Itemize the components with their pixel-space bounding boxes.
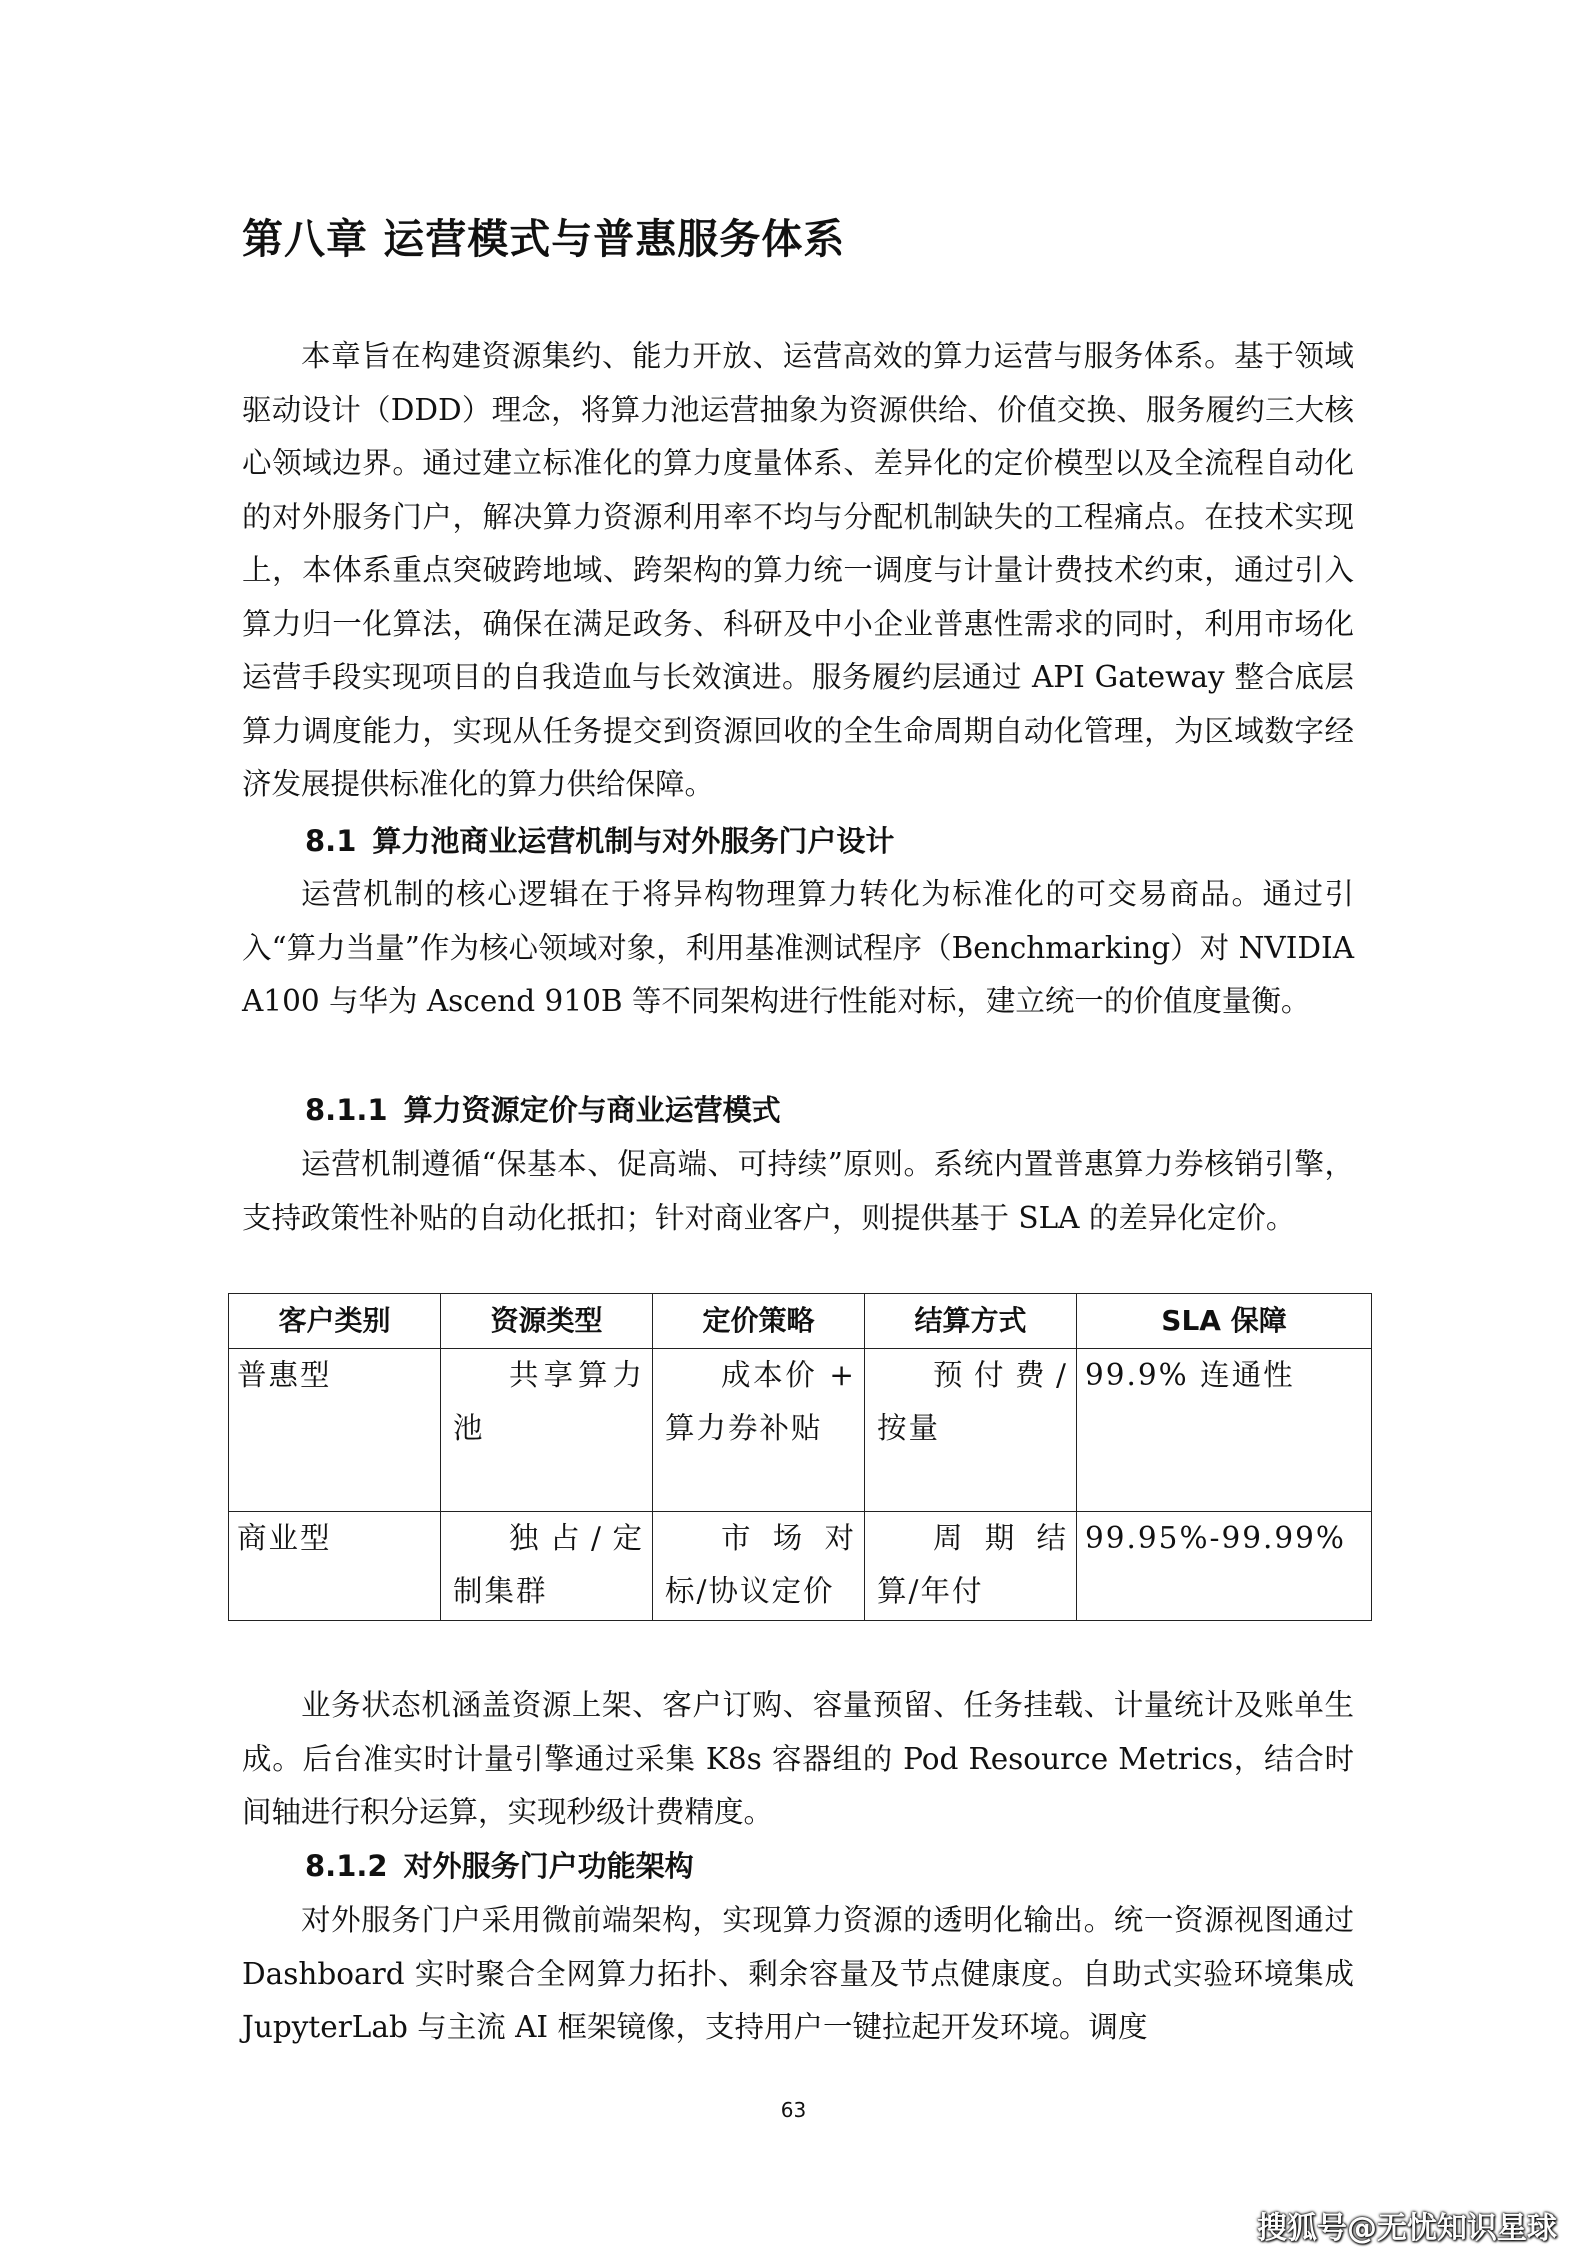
section-title: 算力资源定价与商业运营模式 bbox=[403, 1093, 781, 1127]
table-row bbox=[229, 1348, 1372, 1511]
table-header-row bbox=[229, 1294, 1372, 1349]
section-number: 8.1.1 bbox=[305, 1093, 388, 1127]
cell-text: 预付费/按量 bbox=[877, 1357, 1068, 1445]
table-row bbox=[229, 1511, 1372, 1620]
table-header-cell: 客户类别 bbox=[229, 1294, 441, 1349]
pricing-table bbox=[228, 1293, 1372, 1621]
cell-text: 独占/定制集群 bbox=[453, 1520, 644, 1608]
section-8-1-heading bbox=[305, 815, 894, 868]
table-cell bbox=[865, 1511, 1077, 1620]
table-cell bbox=[653, 1348, 865, 1511]
section-8-1-2-heading bbox=[305, 1840, 694, 1893]
table-cell bbox=[653, 1511, 865, 1620]
section-8-1-1-paragraph: 运营机制遵循“保基本、促高端、可持续”原则。系统内置普惠算力券核销引擎，支持政策性补贴的自动化抵扣；针对商业客户，则提供基于 SLA 的差异化定价。 bbox=[242, 1147, 1354, 1235]
table-header-cell: 定价策略 bbox=[653, 1294, 865, 1349]
section-title: 对外服务门户功能架构 bbox=[403, 1849, 694, 1883]
cell-text: 共享算力池 bbox=[453, 1357, 644, 1445]
table-header-cell: SLA 保障 bbox=[1077, 1294, 1372, 1349]
section-number: 8.1 bbox=[305, 824, 357, 858]
chapter-title: 第八章 运营模式与普惠服务体系 bbox=[242, 215, 846, 263]
table-cell: 商业型 bbox=[229, 1511, 441, 1620]
section-8-1-2-paragraph: 对外服务门户采用微前端架构，实现算力资源的透明化输出。统一资源视图通过 Dashboard 实时聚合全网算力拓扑、剩余容量及节点健康度。自助式实验环境集成 JupyterLab 与主流 AI 框架镜像，支持用户一键拉起开发环境。调度 bbox=[242, 1903, 1354, 2044]
section-8-1-1-heading bbox=[305, 1084, 781, 1137]
table-header-cell: 结算方式 bbox=[865, 1294, 1077, 1349]
table-cell: 99.95%-99.99% bbox=[1077, 1511, 1372, 1620]
table-cell bbox=[865, 1348, 1077, 1511]
table-cell bbox=[441, 1348, 653, 1511]
section-8-1-paragraph: 运营机制的核心逻辑在于将异构物理算力转化为标准化的可交易商品。通过引入“算力当量”作为核心领域对象，利用基准测试程序（Benchmarking）对 NVIDIA A100 与华为 Ascend 910B 等不同架构进行性能对标，建立统一的价值度量衡。 bbox=[242, 877, 1354, 1018]
intro-paragraph: 本章旨在构建资源集约、能力开放、运营高效的算力运营与服务体系。基于领域驱动设计（DDD）理念，将算力池运营抽象为资源供给、价值交换、服务履约三大核心领域边界。通过建立标准化的算力度量体系、差异化的定价模型以及全流程自动化的对外服务门户，解决算力资源利用率不均与分配机制缺失的工程痛点。在技术实现上，本体系重点突破跨地域、跨架构的算力统一调度与计量计费技术约束，通过引入算力归一化算法，确保在满足政务、科研及中小企业普惠性需求的同时，利用市场化运营手段实现项目的自我造血与长效演进。服务履约层通过 API Gateway 整合底层算力调度能力，实现从任务提交到资源回收的全生命周期自动化管理，为区域数字经济发展提供标准化的算力供给保障。 bbox=[242, 339, 1354, 801]
cell-text: 市场对标/协议定价 bbox=[665, 1520, 856, 1608]
table-header-cell: 资源类型 bbox=[441, 1294, 653, 1349]
section-title: 算力池商业运营机制与对外服务门户设计 bbox=[372, 824, 895, 858]
watermark: 搜狐号@无忧知识星球 bbox=[1257, 2211, 1557, 2246]
table-cell: 普惠型 bbox=[229, 1348, 441, 1511]
cell-text: 成本价 + 算力券补贴 bbox=[665, 1357, 856, 1445]
cell-text: 周期结算/年付 bbox=[877, 1520, 1068, 1608]
section-number: 8.1.2 bbox=[305, 1849, 388, 1883]
after-table-paragraph: 业务状态机涵盖资源上架、客户订购、容量预留、任务挂载、计量统计及账单生成。后台准实时计量引擎通过采集 K8s 容器组的 Pod Resource Metrics，结合时间轴进行积分运算，实现秒级计费精度。 bbox=[242, 1688, 1354, 1829]
table-cell bbox=[441, 1511, 653, 1620]
page-number: 63 bbox=[780, 2098, 807, 2122]
table-cell: 99.9% 连通性 bbox=[1077, 1348, 1372, 1511]
